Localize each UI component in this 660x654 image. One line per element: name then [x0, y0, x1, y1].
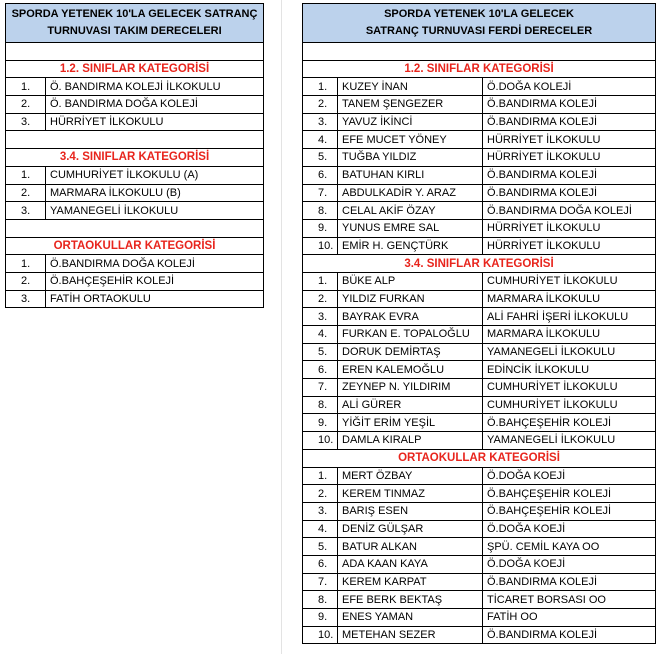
table-row — [6, 202, 264, 220]
player-name-cell: ZEYNEP N. YILDIRIM — [338, 379, 483, 397]
school-cell: HÜRRİYET İLKOKULU — [483, 149, 656, 167]
player-name-cell: TANEM ŞENGEZER — [338, 96, 483, 114]
table-row — [303, 113, 656, 131]
rank-cell: 4. — [303, 131, 338, 149]
school-cell: Ö.BANDIRMA KOLEJİ — [483, 96, 656, 114]
rank-cell: 10. — [303, 237, 338, 255]
table-title-line1: SPORDA YETENEK 10'LA GELECEK — [384, 8, 574, 20]
player-name-cell: KEREM TINMAZ — [338, 485, 483, 503]
school-cell: Ö.DOĞA KOEJİ — [483, 520, 656, 538]
table-row — [303, 361, 656, 379]
player-name-cell: EREN KALEMOĞLU — [338, 361, 483, 379]
category-row — [6, 60, 264, 78]
category-title: 3.4. SINIFLAR KATEGORİSİ — [6, 149, 264, 167]
school-cell: Ö.BANDIRMA KOLEJİ — [483, 113, 656, 131]
table-row — [6, 78, 264, 96]
rank-cell: 3. — [303, 502, 338, 520]
table-header — [303, 4, 656, 43]
school-cell: Ö.DOĞA KOLEJİ — [483, 78, 656, 96]
table-row — [6, 96, 264, 114]
rank-cell: 7. — [303, 184, 338, 202]
player-name-cell: DORUK DEMİRTAŞ — [338, 343, 483, 361]
table-row — [303, 219, 656, 237]
school-cell: HÜRRİYET İLKOKULU — [483, 237, 656, 255]
rank-cell: 1. — [6, 78, 46, 96]
table-title — [303, 4, 656, 43]
school-cell: CUMHURİYET İLKOKULU — [483, 379, 656, 397]
player-name-cell: METEHAN SEZER — [338, 626, 483, 644]
rank-cell: 7. — [303, 573, 338, 591]
rank-cell: 5. — [303, 538, 338, 556]
school-cell: EDİNCİK İLKOKULU — [483, 361, 656, 379]
rank-cell: 1. — [303, 467, 338, 485]
category-title: ORTAOKULLAR KATEGORİSİ — [6, 237, 264, 255]
blank-row — [6, 219, 264, 237]
school-cell: MARMARA İLKOKULU (B) — [46, 184, 264, 202]
table-row — [6, 290, 264, 308]
table-header — [6, 4, 264, 43]
school-cell: YAMANEGELİ İLKOKULU — [46, 202, 264, 220]
table-row — [303, 149, 656, 167]
team-standings-table — [5, 3, 264, 308]
rank-cell: 10. — [303, 432, 338, 450]
table-row — [303, 290, 656, 308]
table-row — [6, 255, 264, 273]
rank-cell: 2. — [6, 184, 46, 202]
table-row — [303, 131, 656, 149]
table-row — [303, 485, 656, 503]
rank-cell: 6. — [303, 555, 338, 573]
category-title: ORTAOKULLAR KATEGORİSİ — [303, 449, 656, 467]
category-row — [303, 60, 656, 78]
school-cell: FATİH ORTAOKULU — [46, 290, 264, 308]
sheet-gridline — [281, 0, 282, 654]
table-title-line2: TURNUVASI TAKIM DERECELERI — [47, 25, 222, 37]
school-cell: Ö.DOĞA KOEJİ — [483, 555, 656, 573]
school-cell: CUMHURİYET İLKOKULU (A) — [46, 166, 264, 184]
school-cell: CUMHURİYET İLKOKULU — [483, 272, 656, 290]
school-cell: Ö.BAHÇEŞEHİR KOLEJİ — [483, 502, 656, 520]
school-cell: FATİH OO — [483, 609, 656, 627]
table-row — [303, 591, 656, 609]
player-name-cell: BAYRAK EVRA — [338, 308, 483, 326]
player-name-cell: BARIŞ ESEN — [338, 502, 483, 520]
category-row — [6, 149, 264, 167]
school-cell: HÜRRİYET İLKOKULU — [46, 113, 264, 131]
player-name-cell: KUZEY İNAN — [338, 78, 483, 96]
rank-cell: 2. — [6, 96, 46, 114]
rank-cell: 8. — [303, 202, 338, 220]
category-row — [6, 237, 264, 255]
school-cell: Ö. BANDIRMA DOĞA KOLEJİ — [46, 96, 264, 114]
player-name-cell: EFE MUCET YÖNEY — [338, 131, 483, 149]
blank-row — [6, 131, 264, 149]
table-row — [303, 78, 656, 96]
rank-cell: 3. — [6, 290, 46, 308]
rank-cell: 9. — [303, 609, 338, 627]
table-row — [303, 184, 656, 202]
blank-row — [303, 43, 656, 61]
school-cell: YAMANEGELİ İLKOKULU — [483, 343, 656, 361]
rank-cell: 5. — [303, 343, 338, 361]
table-row — [6, 184, 264, 202]
player-name-cell: TUĞBA YILDIZ — [338, 149, 483, 167]
rank-cell: 2. — [6, 272, 46, 290]
school-cell: ŞPÜ. CEMİL KAYA OO — [483, 538, 656, 556]
player-name-cell: EMİR H. GENÇTÜRK — [338, 237, 483, 255]
player-name-cell: DENİZ GÜLŞAR — [338, 520, 483, 538]
school-cell: TİCARET BORSASI OO — [483, 591, 656, 609]
blank-cell — [6, 43, 264, 61]
table-row — [303, 609, 656, 627]
rank-cell: 9. — [303, 219, 338, 237]
school-cell: ALİ FAHRİ İŞERİ İLKOKULU — [483, 308, 656, 326]
rank-cell: 3. — [6, 113, 46, 131]
player-name-cell: KEREM KARPAT — [338, 573, 483, 591]
table-row — [303, 396, 656, 414]
player-name-cell: YAVUZ İKİNCİ — [338, 113, 483, 131]
player-name-cell: BATUHAN KIRLI — [338, 166, 483, 184]
player-name-cell: DAMLA KIRALP — [338, 432, 483, 450]
rank-cell: 1. — [303, 272, 338, 290]
table-row — [303, 379, 656, 397]
school-cell: MARMARA İLKOKULU — [483, 290, 656, 308]
player-name-cell: YILDIZ FURKAN — [338, 290, 483, 308]
school-cell: Ö.BANDIRMA DOĞA KOLEJİ — [483, 202, 656, 220]
table-title-line2: SATRANÇ TURNUVASI FERDİ DERECELER — [365, 25, 593, 37]
school-cell: CUMHURİYET İLKOKULU — [483, 396, 656, 414]
rank-cell: 4. — [303, 326, 338, 344]
player-name-cell: ADA KAAN KAYA — [338, 555, 483, 573]
player-name-cell: CELAL AKİF ÖZAY — [338, 202, 483, 220]
table-row — [303, 502, 656, 520]
individual-standings-table — [302, 3, 656, 644]
category-title: 1.2. SINIFLAR KATEGORİSİ — [6, 60, 264, 78]
rank-cell: 7. — [303, 379, 338, 397]
table-row — [6, 166, 264, 184]
player-name-cell: ABDULKADİR Y. ARAZ — [338, 184, 483, 202]
school-cell: Ö.BANDIRMA KOLEJİ — [483, 626, 656, 644]
blank-cell — [6, 219, 264, 237]
table-row — [303, 414, 656, 432]
player-name-cell: ENES YAMAN — [338, 609, 483, 627]
school-cell: YAMANEGELİ İLKOKULU — [483, 432, 656, 450]
player-name-cell: EFE BERK BEKTAŞ — [338, 591, 483, 609]
player-name-cell: ALİ GÜRER — [338, 396, 483, 414]
school-cell: Ö.DOĞA KOEJİ — [483, 467, 656, 485]
school-cell: HÜRRİYET İLKOKULU — [483, 219, 656, 237]
table-row — [303, 467, 656, 485]
table-row — [303, 166, 656, 184]
table-row — [303, 308, 656, 326]
rank-cell: 3. — [303, 308, 338, 326]
table-row — [303, 432, 656, 450]
category-title: 3.4. SINIFLAR KATEGORİSİ — [303, 255, 656, 273]
table-row — [303, 237, 656, 255]
table-row — [303, 626, 656, 644]
school-cell: Ö.BAHÇEŞEHİR KOLEJİ — [483, 414, 656, 432]
player-name-cell: YUNUS EMRE SAL — [338, 219, 483, 237]
rank-cell: 4. — [303, 520, 338, 538]
rank-cell: 3. — [303, 113, 338, 131]
school-cell: Ö.BANDIRMA KOLEJİ — [483, 166, 656, 184]
rank-cell: 8. — [303, 396, 338, 414]
table-row — [6, 272, 264, 290]
table-row — [303, 573, 656, 591]
table-row — [303, 343, 656, 361]
table-row — [303, 555, 656, 573]
school-cell: Ö.BAHÇEŞEHİR KOLEJİ — [46, 272, 264, 290]
category-row — [303, 449, 656, 467]
rank-cell: 6. — [303, 166, 338, 184]
blank-row — [6, 43, 264, 61]
school-cell: Ö.BANDIRMA DOĞA KOLEJİ — [46, 255, 264, 273]
player-name-cell: MERT ÖZBAY — [338, 467, 483, 485]
table-title — [6, 4, 264, 43]
table-row — [303, 326, 656, 344]
blank-cell — [303, 43, 656, 61]
school-cell: HÜRRİYET İLKOKULU — [483, 131, 656, 149]
rank-cell: 8. — [303, 591, 338, 609]
category-row — [303, 255, 656, 273]
school-cell: Ö. BANDIRMA KOLEJİ İLKOKULU — [46, 78, 264, 96]
table-row — [303, 538, 656, 556]
rank-cell: 9. — [303, 414, 338, 432]
table-row — [303, 272, 656, 290]
rank-cell: 2. — [303, 485, 338, 503]
school-cell: MARMARA İLKOKULU — [483, 326, 656, 344]
blank-cell — [6, 131, 264, 149]
player-name-cell: BÜKE ALP — [338, 272, 483, 290]
rank-cell: 2. — [303, 96, 338, 114]
category-title: 1.2. SINIFLAR KATEGORİSİ — [303, 60, 656, 78]
rank-cell: 1. — [6, 166, 46, 184]
school-cell: Ö.BAHÇEŞEHİR KOLEJİ — [483, 485, 656, 503]
table-row — [303, 520, 656, 538]
rank-cell: 3. — [6, 202, 46, 220]
player-name-cell: YİĞİT ERİM YEŞİL — [338, 414, 483, 432]
rank-cell: 5. — [303, 149, 338, 167]
table-title-line1: SPORDA YETENEK 10'LA GELECEK SATRANÇ — [11, 8, 258, 20]
school-cell: Ö.BANDIRMA KOLEJİ — [483, 184, 656, 202]
rank-cell: 10. — [303, 626, 338, 644]
player-name-cell: BATUR ALKAN — [338, 538, 483, 556]
school-cell: Ö.BANDIRMA KOLEJİ — [483, 573, 656, 591]
table-row — [6, 113, 264, 131]
rank-cell: 1. — [6, 255, 46, 273]
rank-cell: 6. — [303, 361, 338, 379]
player-name-cell: FURKAN E. TOPALOĞLU — [338, 326, 483, 344]
table-row — [303, 202, 656, 220]
rank-cell: 2. — [303, 290, 338, 308]
rank-cell: 1. — [303, 78, 338, 96]
table-row — [303, 96, 656, 114]
